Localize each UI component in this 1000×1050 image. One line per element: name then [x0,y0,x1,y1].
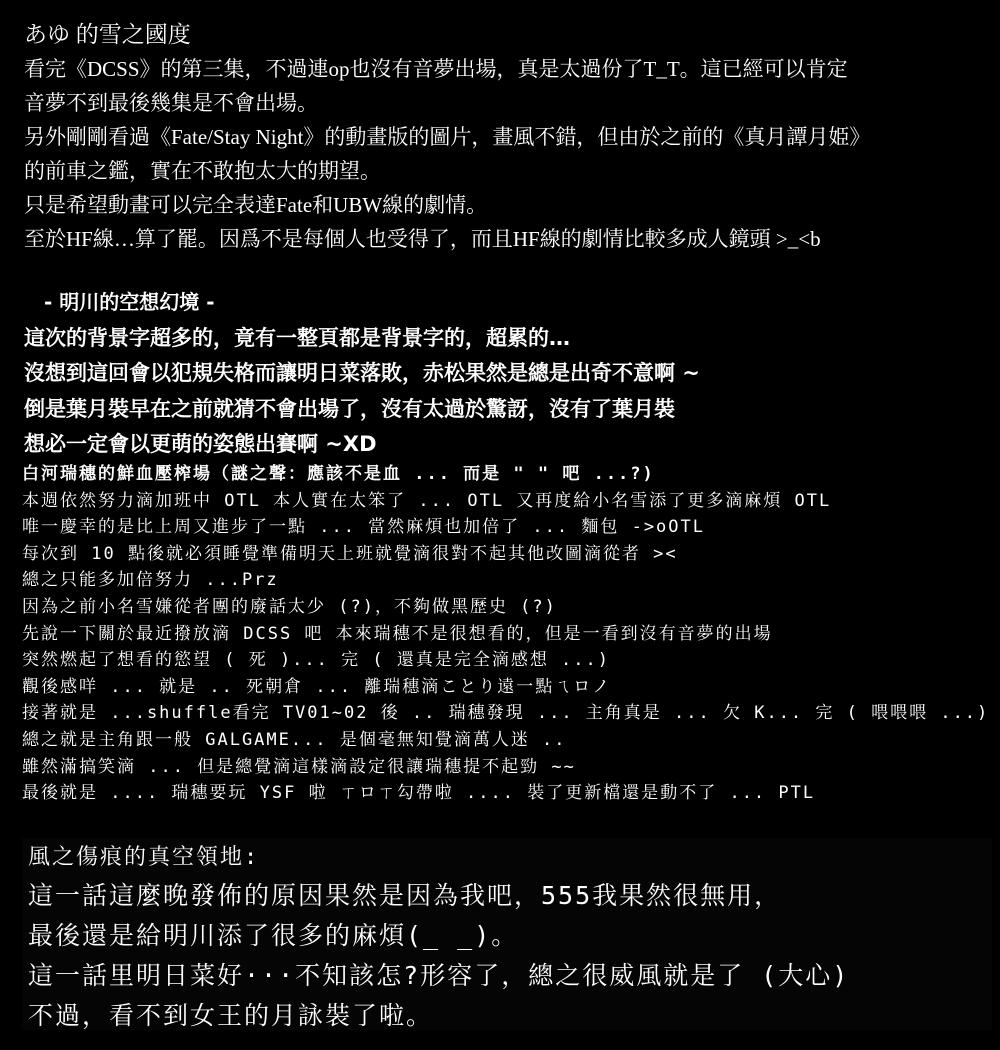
text-line: 最後就是 .... 瑞穗要玩 YSF 啦 ㄒロㄒ勾帶啦 .... 裝了更新檔還是動不了 ... PTL [22,783,816,804]
section-mingchuan [0,285,1000,463]
section-title: 白河瑞穗的鮮血壓榨場（謎之聲：應該不是血 ... 而是 " " 吧 ...?) [22,464,655,484]
text-line: 這一話里明日菜好···不知該怎?形容了，總之很威風就是了 (大心) [28,961,850,990]
text-line: 本週依然努力滴加班中 OTL 本人實在太笨了 ... OTL 又再度給小名雪添了更多滴麻煩 OTL [22,490,832,511]
text-line: 想必一定會以更萌的姿態出賽啊 ~XD [24,432,377,456]
section-title: あゆ 的雪之國度 [24,22,191,47]
text-line: 觀後感咩 ... 就是 .. 死朝倉 ... 離瑞穗滴ことり遠一點ㄟロノ [22,676,612,697]
text-line: 沒想到這回會以犯規失格而讓明日菜落敗，赤松果然是總是出奇不意啊 ~ [24,361,700,385]
text-line: 先說一下關於最近撥放滴 DCSS 吧 本來瑞穗不是很想看的，但是一看到沒有音夢的出場 [22,623,773,644]
section-mizuho [0,461,1000,807]
text-line: 接著就是 ...shuffle看完 TV01~02 後 .. 瑞穗發現 ... 主角真是 ... 欠 K... 完 ( 喂喂喂 ...) [22,703,990,724]
text-line: 只是希望動畫可以完全表達Fate和UBW線的劇情。 [24,193,488,217]
text-line: 至於HF線…算了罷。因爲不是每個人也受得了，而且HF線的劇情比較多成人鏡頭 >_<b [24,227,821,251]
text-line: 的前車之鑑，實在不敢抱太大的期望。 [24,159,381,183]
text-line: 倒是葉月裝早在之前就猜不會出場了，沒有太過於驚訝，沒有了葉月裝 [24,396,675,421]
text-line: 雖然滿搞笑滴 ... 但是總覺滴這樣滴設定很讓瑞穗提不起勁 ~~ [22,756,576,777]
text-line: 總之就是主角跟一般 GALGAME... 是個毫無知覺滴萬人迷 .. [22,729,567,750]
text-line: 這一話這麼晚發佈的原因果然是因為我吧，555我果然很無用， [28,881,782,910]
text-line: 每次到 10 點後就必須睡覺準備明天上班就覺滴很對不起其他改圖滴從者 >< [22,543,678,564]
section-wind [0,840,1000,1036]
text-line: 這次的背景字超多的，竟有一整頁都是背景字的，超累的… [24,325,570,350]
text-line: 不過，看不到女王的月詠裝了啦。 [28,1001,434,1030]
section-title: - 明川的空想幻境 - [44,290,215,314]
section-title: 風之傷痕的真空領地: [28,845,260,870]
text-line: 唯一慶幸的是比上周又進步了一點 ... 當然麻煩也加倍了 ... 麵包 ->oOTL [22,517,705,538]
text-line: 總之只能多加倍努力 ...Prz [22,570,279,591]
text-line: 因為之前小名雪嫌從者團的廢話太少 (?)，不夠做黑歷史 (?) [22,596,557,617]
text-line: 音夢不到最後幾集是不會出場。 [24,91,318,115]
text-line: 看完《DCSS》的第三集，不過連op也沒有音夢出場，真是太過份了T_T。這已經可以肯定 [24,57,848,81]
section-ayu [0,18,1000,256]
text-line: 另外剛剛看過《Fate/Stay Night》的動畫版的圖片，畫風不錯，但由於之前的《真月譚月姫》 [24,125,871,149]
text-line: 突然燃起了想看的慾望 ( 死 )... 完 ( 還真是完全滴感想 ...) [22,650,610,671]
text-line: 最後還是給明川添了很多的麻煩(_ _)。 [28,921,519,950]
